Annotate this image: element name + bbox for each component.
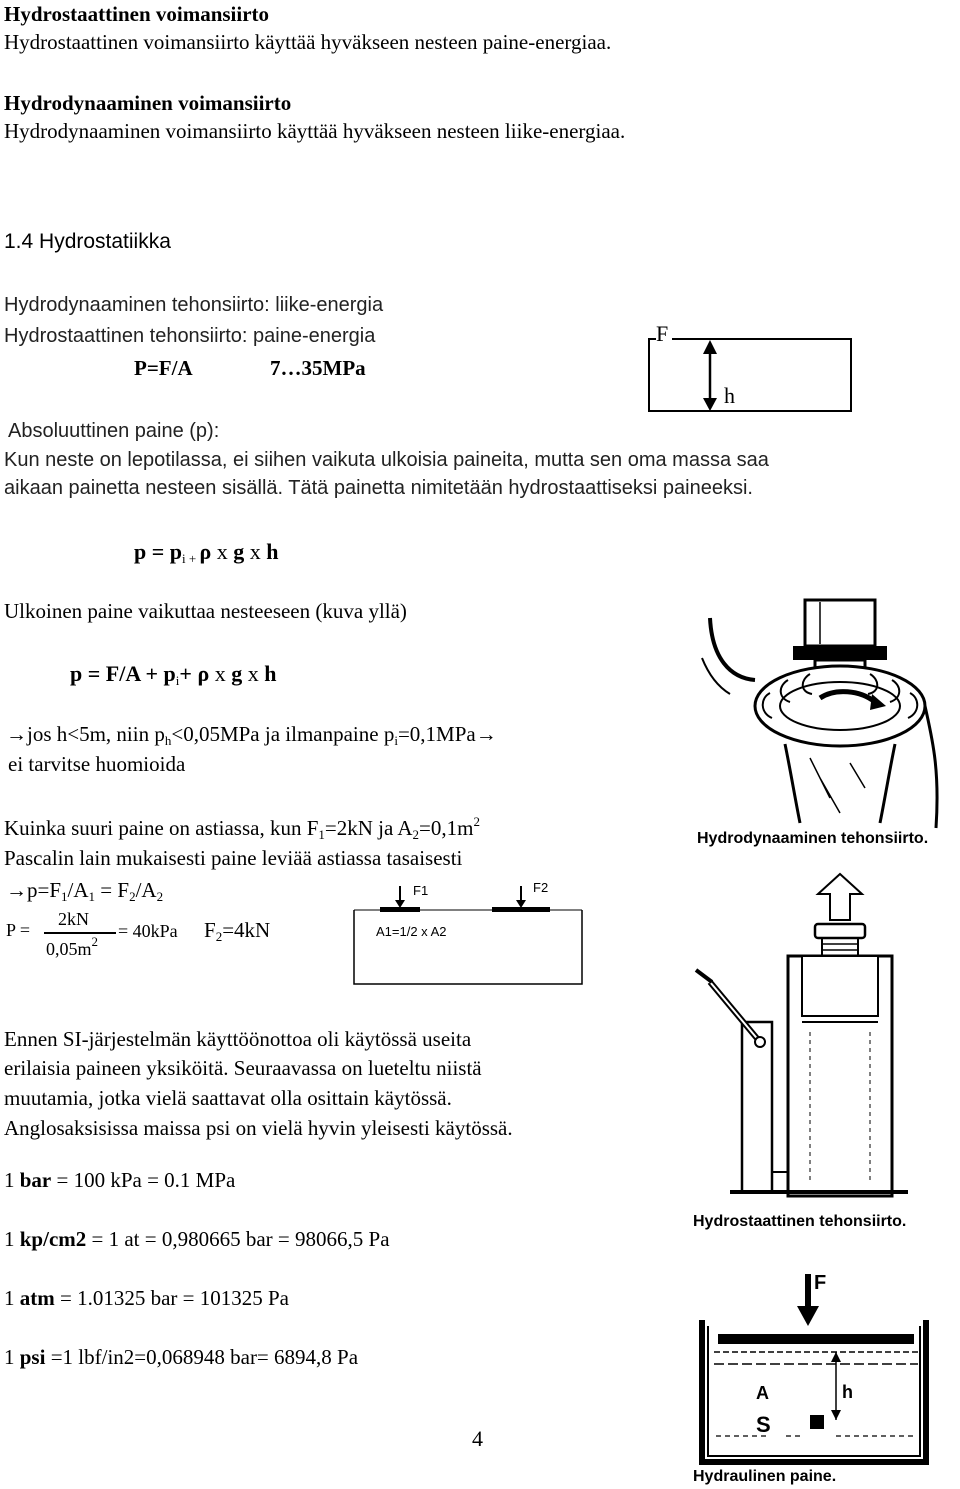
- section-heading: 1.4 Hydrostatiikka: [4, 230, 171, 253]
- hydrostatic-figure: [690, 872, 950, 1204]
- sub: 1: [88, 889, 96, 904]
- arrow-right-icon: →: [6, 878, 27, 902]
- formula-h: h: [266, 539, 279, 564]
- u-text: 1: [4, 1345, 20, 1369]
- unit-psi: [4, 1344, 358, 1370]
- formula-h: h: [264, 661, 277, 686]
- arrow-right-icon: →: [6, 722, 27, 746]
- question-line: [4, 815, 480, 841]
- hp-area-label: A: [756, 1383, 769, 1403]
- hydrodynamic-figure: [700, 598, 940, 843]
- unit-atm: [4, 1285, 289, 1311]
- units-paragraph-1: Ennen SI-järjestelmän käyttöönottoa oli käytössä useita: [4, 1027, 472, 1051]
- sub: i: [394, 733, 398, 748]
- formula-sub-i: i +: [182, 551, 200, 566]
- formula-p: p: [134, 539, 147, 564]
- hydrostatic-paragraph-2: aikaan painetta nesteen sisällä. Tätä painetta nimitetään hydrostaattiseksi paineeksi.: [4, 477, 753, 499]
- sub: 2: [156, 889, 164, 904]
- formula-x: x: [244, 539, 267, 564]
- sub: 1: [318, 827, 325, 842]
- q-text: Kuinka suuri paine on astiassa, kun F: [4, 816, 319, 840]
- condition-text: =0,1MPa: [397, 722, 476, 746]
- force-label: F: [656, 321, 672, 347]
- u-unit: psi: [19, 1345, 46, 1369]
- arrow-right-icon: →: [475, 722, 497, 746]
- hydrodynamic-heading: Hydrodynaaminen voimansiirto: [4, 91, 292, 115]
- hp-height-label: h: [842, 1382, 853, 1402]
- r-text: p=F: [27, 878, 62, 902]
- hydrostatic-heading: Hydrostaattinen voimansiirto: [4, 2, 270, 26]
- formula-x: x: [211, 539, 234, 564]
- q-text: =2kN ja A: [324, 816, 413, 840]
- fraction-p: P =: [6, 920, 30, 940]
- r-text: = F: [95, 878, 130, 902]
- condition-text: <0,05MPa ja ilmanpaine p: [171, 722, 395, 746]
- fraction-bar: [44, 932, 116, 934]
- pascal-result: [6, 877, 163, 903]
- formula-part: p = F/A + p: [70, 661, 176, 686]
- hydraulic-pressure-figure: [696, 1270, 932, 1466]
- pascal-line: Pascalin lain mukaisesti paine leviää astiassa tasaisesti: [4, 846, 463, 870]
- formula-eq: = p: [146, 539, 183, 564]
- u-text: 1: [4, 1168, 20, 1192]
- page-number: 4: [472, 1426, 483, 1451]
- sub: 2: [412, 827, 420, 842]
- formula-g: g: [231, 661, 243, 686]
- r-text: /A: [67, 878, 89, 902]
- u-text: = 1.01325 bar = 101325 Pa: [54, 1286, 290, 1310]
- fraction-result: = 40kPa: [118, 921, 178, 941]
- condition-line: [6, 721, 497, 747]
- formula-part: + ρ: [179, 661, 210, 686]
- units-paragraph-4: Anglosaksisissa maissa psi on vielä hyvin yleisesti käytössä.: [4, 1116, 513, 1140]
- q-text: =0,1m: [419, 816, 474, 840]
- sub: h: [164, 733, 172, 748]
- u-text: = 1 at = 0,980665 bar = 98066,5 Pa: [86, 1227, 390, 1251]
- condition-text: jos h<5m, niin p: [27, 722, 165, 746]
- transfer-line-1: Hydrodynaaminen tehonsiirto: liike-energia: [4, 294, 384, 316]
- vessel-f2-label: F2: [533, 880, 549, 895]
- f2-result: [204, 917, 270, 943]
- formula-rho: ρ: [199, 539, 212, 564]
- hp-force-label: F: [814, 1272, 827, 1294]
- formula-x: x: [242, 661, 265, 686]
- formula-sub: i: [175, 673, 180, 688]
- den-text: 0,05m: [46, 939, 92, 959]
- f2-text: =4kN: [222, 918, 271, 942]
- u-text: =1 lbf/in2=0,068948 bar= 6894,8 Pa: [45, 1345, 359, 1369]
- sup: 2: [473, 814, 480, 829]
- hydrostatic-caption: Hydrostaattinen tehonsiirto.: [693, 1213, 907, 1230]
- u-text: 1: [4, 1286, 20, 1310]
- fraction-denominator: [46, 936, 98, 962]
- sup: 2: [91, 934, 99, 949]
- fraction-numerator: 2kN: [58, 909, 89, 929]
- units-paragraph-3: muutamia, jotka vielä saattavat olla osittain käytössä.: [4, 1086, 452, 1110]
- hp-density-label: S: [756, 1412, 771, 1437]
- absolute-pressure-heading: Absoluuttinen paine (p):: [8, 420, 220, 442]
- condition-line-2: ei tarvitse huomioida: [8, 752, 186, 776]
- height-label: h: [724, 383, 735, 408]
- pressure-range: 7…35MPa: [270, 356, 366, 380]
- unit-bar: [4, 1167, 235, 1193]
- hydrodynamic-caption: Hydrodynaaminen tehonsiirto.: [697, 830, 929, 847]
- hydrodynamic-text: Hydrodynaaminen voimansiirto käyttää hyväkseen nesteen liike-energiaa.: [4, 119, 626, 143]
- external-pressure-text: Ulkoinen paine vaikuttaa nesteeseen (kuva yllä): [4, 599, 407, 623]
- u-text: = 100 kPa = 0.1 MPa: [51, 1168, 236, 1192]
- u-unit: bar: [19, 1168, 52, 1192]
- units-paragraph-2: erilaisia paineen yksiköitä. Seuraavassa on lueteltu niistä: [4, 1056, 482, 1080]
- external-pressure-formula: [70, 661, 276, 687]
- hydraulic-pressure-caption: Hydraulinen paine.: [693, 1468, 837, 1485]
- unit-kpcm2: [4, 1226, 390, 1252]
- vessel-f1-label: F1: [413, 883, 429, 898]
- absolute-pressure-formula: [134, 539, 279, 565]
- u-text: 1: [4, 1227, 20, 1251]
- formula-x: x: [209, 661, 232, 686]
- hydrostatic-text: Hydrostaattinen voimansiirto käyttää hyväkseen nesteen paine-energiaa.: [4, 30, 612, 54]
- vessel-area-relation: A1=1/2 x A2: [376, 924, 447, 939]
- hydrostatic-paragraph-1: Kun neste on lepotilassa, ei siihen vaikuta ulkoisia paineita, mutta sen oma massa saa: [4, 449, 769, 471]
- sub: 1: [61, 889, 68, 904]
- sub: 2: [129, 889, 136, 904]
- formula-g: g: [233, 539, 245, 564]
- f2-text: F: [204, 918, 216, 942]
- u-unit: atm: [19, 1286, 55, 1310]
- formula-pfa: P=F/A: [134, 356, 193, 380]
- sub: 2: [215, 929, 223, 944]
- u-unit: kp/cm2: [19, 1227, 87, 1251]
- r-text: /A: [135, 878, 157, 902]
- transfer-line-2: Hydrostaattinen tehonsiirto: paine-energia: [4, 325, 376, 347]
- force-height-diagram: [648, 322, 853, 414]
